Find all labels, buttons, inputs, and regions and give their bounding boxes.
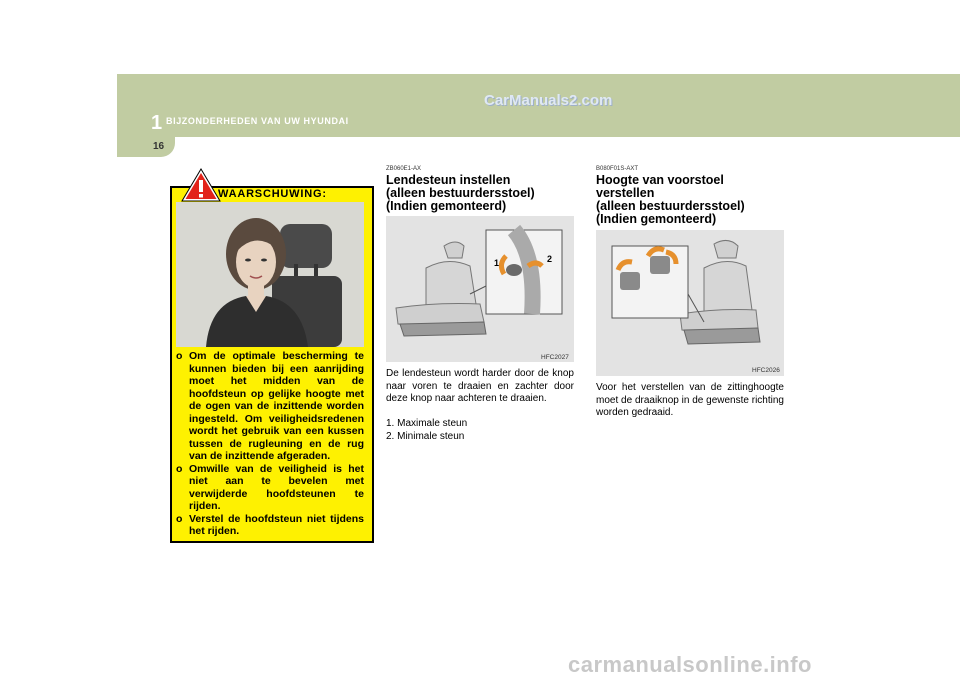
lumbar-steps	[386, 418, 467, 443]
lumbar-section-code: ZB060E1-AX	[386, 166, 422, 172]
warning-item: o Omwille van de veiligheid is het niet aan te bevelen met verwijderde hoofdsteunen te rijden.	[176, 462, 364, 512]
height-section-code: B080F01S-AXT	[596, 166, 639, 172]
page-number-tab	[117, 137, 175, 157]
warning-title: WAARSCHUWING:	[218, 188, 327, 200]
lumbar-callout-1: 1	[494, 258, 500, 268]
warning-triangle-icon	[181, 168, 221, 202]
lumbar-callout-2: 2	[547, 254, 553, 264]
lumbar-text: De lendesteun wordt harder door de knop naar voren te draaien en zachter door deze knop naar achteren te draaien.	[386, 368, 574, 404]
lumbar-figure-code: HFC2027	[541, 354, 569, 361]
height-heading: Hoogte van voorstoel verstellen (alleen bestuurdersstoel) (Indien gemonteerd)	[596, 173, 745, 226]
lumbar-heading: Lendesteun instellen (alleen bestuurdersstoel) (Indien gemonteerd)	[386, 173, 535, 213]
warning-list	[176, 350, 364, 538]
lumbar-figure	[386, 216, 574, 362]
headrest-photo	[176, 202, 364, 347]
warning-item: o Om de optimale bescherming te kunnen bieden bij een aanrijding moet het midden van de hoofdsteun op gelijke hoogte met de ogen van de inzittende worden ingesteld. Om veiligheidsredenen wordt het gebruik van een kussen tussen de rugleuning en de rug van de inzittende afgeraden.	[176, 350, 364, 462]
page-number: 16	[153, 141, 165, 152]
height-figure	[596, 230, 784, 376]
watermark-top[interactable]: CarManuals2.com	[484, 92, 613, 109]
watermark-bottom[interactable]: carmanualsonline.info	[568, 652, 812, 677]
chapter-title: BIJZONDERHEDEN VAN UW HYUNDAI	[166, 116, 349, 126]
height-figure-code: HFC2026	[752, 367, 780, 374]
list-item: 2. Minimale steun	[386, 430, 465, 442]
chapter-number: 1	[151, 112, 163, 134]
height-text: Voor het verstellen van de zittinghoogte moet de draaiknop in de gewenste richting worden gedraaid.	[596, 382, 784, 418]
warning-item: o Verstel de hoofdsteun niet tijdens het rijden.	[176, 512, 364, 537]
list-item: 1. Maximale steun	[386, 418, 468, 429]
